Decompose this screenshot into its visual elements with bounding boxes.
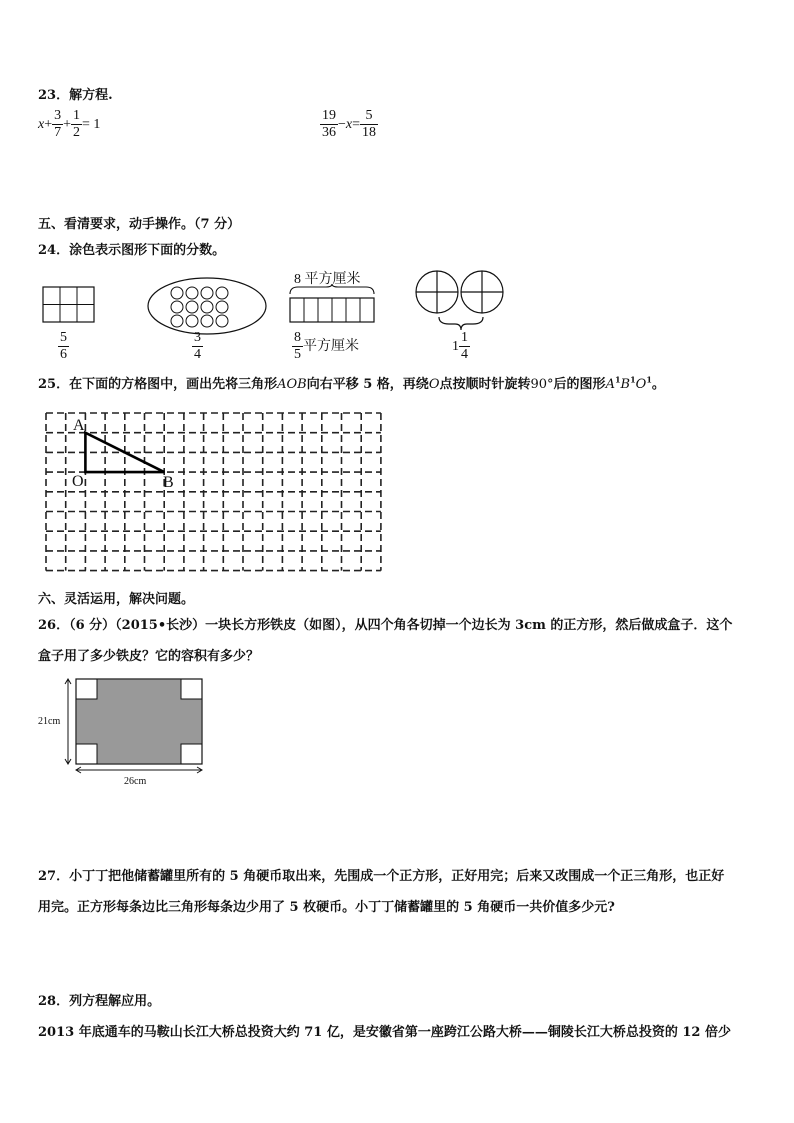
q26-line-1: 26．（6 分）（2015•长沙）一块长方形铁皮（如图），从四个角各切掉一个边长为 3cm 的正方形，然后做成盒子．这个: [38, 618, 733, 633]
q27-line-2: 用完。正方形每条边比三角形每条边少用了 5 枚硬币。小丁丁储蓄罐里的 5 角硬币一共价值多少元?: [38, 900, 615, 915]
q28-title: 28．列方程解应用。: [38, 994, 161, 1009]
q23-equation-2: $\frac{19}{36}$ −x= $\frac{5}{18}$: [322, 108, 377, 141]
q25-text: 25．在下面的方格图中，画出先将三角形AOB向右平移 5 格，再绕O点按顺时针旋转90°后的图形$A^1B^1O^1$。: [38, 374, 665, 392]
q24-figure-strip: [288, 284, 376, 324]
section-6-heading: 六、灵活运用，解决问题。: [38, 592, 195, 607]
point-o-label: O: [72, 473, 84, 490]
q25-grid: [44, 411, 384, 575]
q23-title: 23．解方程.: [38, 88, 113, 103]
q28-line-1: 2013 年底通车的马鞍山长江大桥总投资大约 71 亿，是安徽省第一座跨江公路大桥——铜陵长江大桥总投资的 12 倍少: [38, 1025, 731, 1040]
q24-figure-grid: [43, 287, 95, 323]
q24-fraction-3: $\frac{8}{5}$ 平方厘米: [294, 330, 359, 363]
point-b-label: B: [163, 474, 174, 491]
q24-area-label: 8 平方厘米: [294, 272, 361, 287]
q24-fraction-4: 1 $\frac{1}{4}$: [452, 330, 468, 363]
q23-equation-1: x+ $\frac{3}{7}$ + $\frac{1}{2}$ = 1: [38, 108, 101, 141]
q24-title: 24．涂色表示图形下面的分数。: [38, 243, 226, 258]
q26-sheet-figure: [62, 676, 208, 772]
q26-line-2: 盒子用了多少铁皮？它的容积有多少？: [38, 649, 260, 664]
q24-figure-ellipse: [147, 277, 267, 335]
q24-figure-circles: [415, 270, 507, 332]
section-5-heading: 五、看清要求，动手操作。（7 分）: [38, 217, 241, 232]
height-label: 21cm: [38, 716, 61, 727]
point-a-label: A: [73, 417, 85, 434]
q24-fraction-2: $\frac{3}{4}$: [194, 330, 201, 363]
q24-fraction-1: $\frac{5}{6}$: [60, 330, 67, 363]
width-label: 26cm: [124, 776, 147, 787]
q27-line-1: 27．小丁丁把他储蓄罐里所有的 5 角硬币取出来，先围成一个正方形，正好用完；后来又改围成一个正三角形，也正好: [38, 869, 725, 884]
